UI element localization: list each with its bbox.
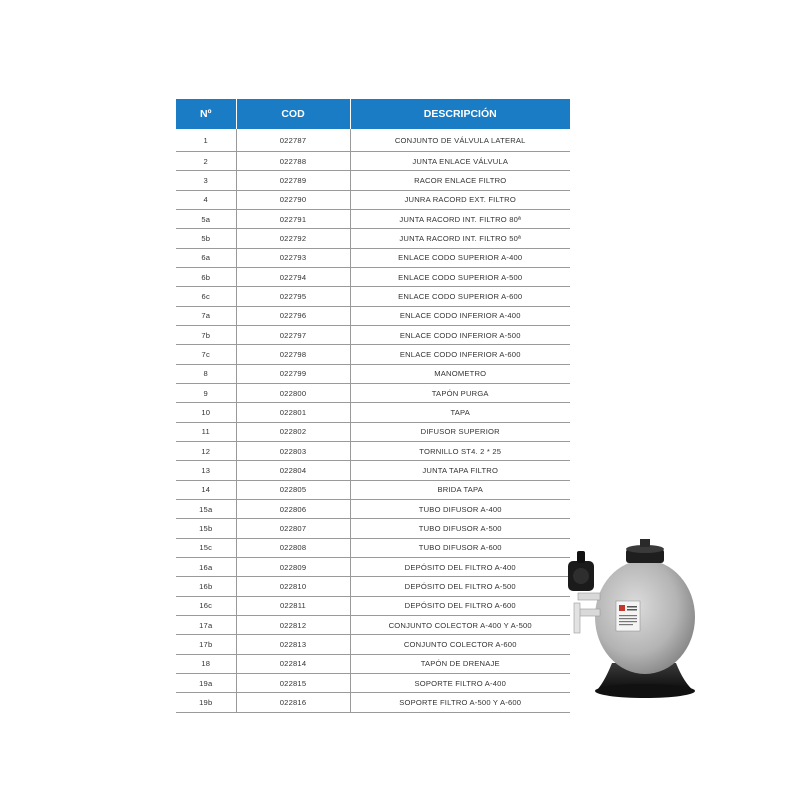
- cell-description: ENLACE CODO SUPERIOR A-400: [350, 248, 570, 267]
- cell-description: TAPÓN PURGA: [350, 383, 570, 402]
- cell-number: 19b: [176, 693, 236, 712]
- table-row: [176, 129, 570, 152]
- cell-code: 022813: [236, 635, 350, 654]
- cell-code: 022801: [236, 403, 350, 422]
- cell-description: TUBO DIFUSOR A-600: [350, 538, 570, 557]
- cell-description: TAPA: [350, 403, 570, 422]
- cell-code: 022793: [236, 248, 350, 267]
- cell-number: 15b: [176, 519, 236, 538]
- table-row: [176, 152, 570, 171]
- cell-code: 022802: [236, 422, 350, 441]
- table-row: [176, 229, 570, 248]
- cell-description: JUNTA RACORD INT. FILTRO 50ª: [350, 229, 570, 248]
- cell-number: 13: [176, 461, 236, 480]
- table-row: [176, 422, 570, 441]
- cell-code: 022787: [236, 129, 350, 152]
- cell-description: ENLACE CODO INFERIOR A-600: [350, 345, 570, 364]
- cell-code: 022808: [236, 538, 350, 557]
- cell-description: TUBO DIFUSOR A-500: [350, 519, 570, 538]
- cell-code: 022799: [236, 364, 350, 383]
- table-header: [176, 99, 570, 129]
- cell-code: 022807: [236, 519, 350, 538]
- cell-number: 15a: [176, 499, 236, 518]
- cell-description: BRIDA TAPA: [350, 480, 570, 499]
- header-description: DESCRIPCIÓN: [350, 99, 570, 129]
- cell-number: 7a: [176, 306, 236, 325]
- cell-description: ENLACE CODO INFERIOR A-400: [350, 306, 570, 325]
- cell-description: CONJUNTO DE VÁLVULA LATERAL: [350, 129, 570, 152]
- cell-number: 7b: [176, 325, 236, 344]
- table-row: [176, 209, 570, 228]
- table-row: [176, 383, 570, 402]
- cell-number: 5b: [176, 229, 236, 248]
- cell-code: 022806: [236, 499, 350, 518]
- cell-code: 022811: [236, 596, 350, 615]
- table-row: [176, 519, 570, 538]
- cell-description: DEPÓSITO DEL FILTRO A-600: [350, 596, 570, 615]
- parts-table-container: [176, 99, 570, 713]
- cell-number: 2: [176, 152, 236, 171]
- cell-code: 022803: [236, 441, 350, 460]
- cell-number: 17b: [176, 635, 236, 654]
- table-row: [176, 693, 570, 712]
- cell-description: RACOR ENLACE FILTRO: [350, 171, 570, 190]
- table-row: [176, 480, 570, 499]
- cell-number: 6b: [176, 267, 236, 286]
- table-row: [176, 461, 570, 480]
- cell-description: DIFUSOR SUPERIOR: [350, 422, 570, 441]
- filter-pipe: [578, 593, 600, 600]
- cell-description: TUBO DIFUSOR A-400: [350, 499, 570, 518]
- cell-code: 022812: [236, 615, 350, 634]
- cell-description: SOPORTE FILTRO A-400: [350, 673, 570, 692]
- cell-code: 022792: [236, 229, 350, 248]
- cell-number: 16a: [176, 557, 236, 576]
- cell-code: 022800: [236, 383, 350, 402]
- cell-description: MANOMETRO: [350, 364, 570, 383]
- parts-table: [176, 99, 570, 713]
- cell-description: ENLACE CODO INFERIOR A-500: [350, 325, 570, 344]
- header-code: COD: [236, 99, 350, 129]
- cell-code: 022790: [236, 190, 350, 209]
- cell-code: 022804: [236, 461, 350, 480]
- cell-code: 022789: [236, 171, 350, 190]
- cell-description: ENLACE CODO SUPERIOR A-600: [350, 287, 570, 306]
- cell-code: 022795: [236, 287, 350, 306]
- cell-code: 022796: [236, 306, 350, 325]
- cell-number: 5a: [176, 209, 236, 228]
- table-body: [176, 129, 570, 712]
- cell-description: TAPÓN DE DRENAJE: [350, 654, 570, 673]
- cell-code: 022794: [236, 267, 350, 286]
- cell-number: 6a: [176, 248, 236, 267]
- table-row: [176, 673, 570, 692]
- cell-number: 16c: [176, 596, 236, 615]
- cell-code: 022810: [236, 577, 350, 596]
- cell-number: 15c: [176, 538, 236, 557]
- cell-number: 16b: [176, 577, 236, 596]
- table-row: [176, 441, 570, 460]
- cell-number: 1: [176, 129, 236, 152]
- cell-code: 022815: [236, 673, 350, 692]
- table-row: [176, 306, 570, 325]
- table-row: [176, 364, 570, 383]
- cell-description: CONJUNTO COLECTOR A-600: [350, 635, 570, 654]
- cell-description: DEPÓSITO DEL FILTRO A-500: [350, 577, 570, 596]
- cell-code: 022798: [236, 345, 350, 364]
- cell-number: 9: [176, 383, 236, 402]
- table-row: [176, 635, 570, 654]
- cell-number: 7c: [176, 345, 236, 364]
- table-row: [176, 190, 570, 209]
- cell-description: ENLACE CODO SUPERIOR A-500: [350, 267, 570, 286]
- cell-description: JUNTA RACORD INT. FILTRO 80ª: [350, 209, 570, 228]
- cell-number: 12: [176, 441, 236, 460]
- table-row: [176, 577, 570, 596]
- cell-description: DEPÓSITO DEL FILTRO A-400: [350, 557, 570, 576]
- cell-code: 022791: [236, 209, 350, 228]
- table-row: [176, 325, 570, 344]
- cell-description: JUNTA ENLACE VÁLVULA: [350, 152, 570, 171]
- cell-code: 022809: [236, 557, 350, 576]
- table-row: [176, 287, 570, 306]
- table-row: [176, 557, 570, 576]
- cell-code: 022805: [236, 480, 350, 499]
- cell-description: TORNILLO ST4. 2 * 25: [350, 441, 570, 460]
- table-row: [176, 267, 570, 286]
- table-row: [176, 171, 570, 190]
- cell-code: 022788: [236, 152, 350, 171]
- cell-number: 19a: [176, 673, 236, 692]
- cell-description: JUNRA RACORD EXT. FILTRO: [350, 190, 570, 209]
- cell-number: 6c: [176, 287, 236, 306]
- table-row: [176, 615, 570, 634]
- table-row: [176, 538, 570, 557]
- table-row: [176, 345, 570, 364]
- cell-number: 4: [176, 190, 236, 209]
- cell-code: 022797: [236, 325, 350, 344]
- cell-description: CONJUNTO COLECTOR A-400 Y A-500: [350, 615, 570, 634]
- cell-number: 14: [176, 480, 236, 499]
- table-row: [176, 248, 570, 267]
- table-row: [176, 596, 570, 615]
- cell-number: 17a: [176, 615, 236, 634]
- cell-number: 10: [176, 403, 236, 422]
- cell-description: JUNTA TAPA FILTRO: [350, 461, 570, 480]
- cell-number: 3: [176, 171, 236, 190]
- header-number: Nº: [176, 99, 236, 129]
- table-row: [176, 654, 570, 673]
- cell-description: SOPORTE FILTRO A-500 Y A-600: [350, 693, 570, 712]
- filter-tank: [595, 560, 695, 674]
- cell-code: 022816: [236, 693, 350, 712]
- table-row: [176, 499, 570, 518]
- cell-number: 18: [176, 654, 236, 673]
- cell-code: 022814: [236, 654, 350, 673]
- table-row: [176, 403, 570, 422]
- cell-number: 11: [176, 422, 236, 441]
- cell-number: 8: [176, 364, 236, 383]
- sand-filter-icon: [560, 535, 715, 705]
